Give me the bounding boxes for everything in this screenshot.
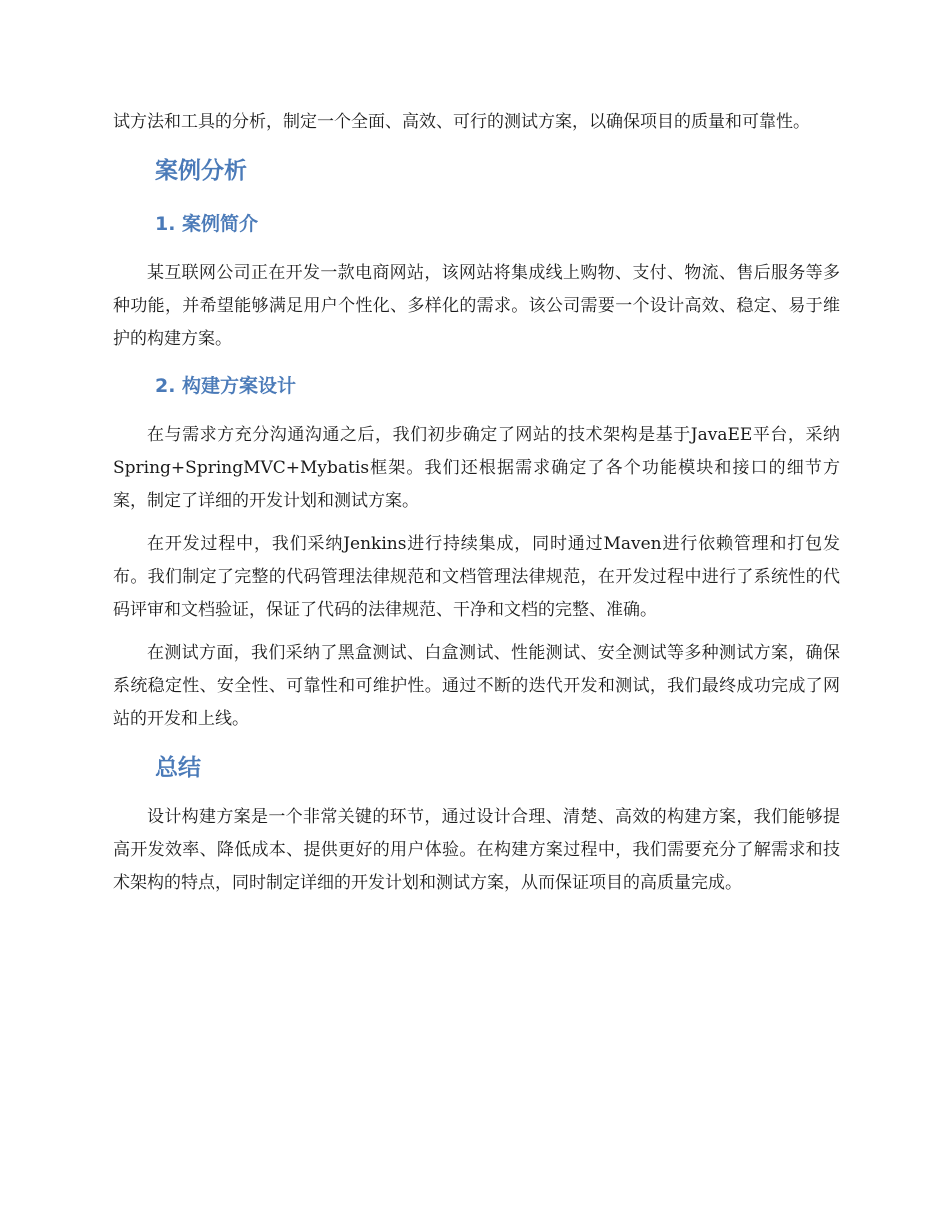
build-design-paragraph-3: 在测试方面，我们采纳了黑盒测试、白盒测试、性能测试、安全测试等多种测试方案，确保系统稳定性、安全性、可靠性和可维护性。通过不断的迭代开发和测试，我们最终成功完成了网站的开发和上线。 [113, 643, 840, 729]
build-design-paragraph-2: 在开发过程中，我们采纳Jenkins进行持续集成，同时通过Maven进行依赖管理和打包发布。我们制定了完整的代码管理法律规范和文档管理法律规范，在开发过程中进行了系统性的代码评审和文档验证，保证了代码的法律规范、干净和文档的完整、准确。 [113, 534, 840, 620]
document-page [113, 106, 840, 900]
case-intro-paragraph: 某互联网公司正在开发一款电商网站，该网站将集成线上购物、支付、物流、售后服务等多种功能，并希望能够满足用户个性化、多样化的需求。该公司需要一个设计高效、稳定、易于维护的构建方案。 [113, 263, 840, 349]
intro-paragraph: 试方法和工具的分析，制定一个全面、高效、可行的测试方案，以确保项目的质量和可靠性。 [113, 112, 810, 132]
subsection-heading-case-intro: 1. 案例简介 [155, 213, 259, 235]
build-design-paragraph-1: 在与需求方充分沟通沟通之后，我们初步确定了网站的技术架构是基于JavaEE平台，采纳Spring+SpringMVC+Mybatis框架。我们还根据需求确定了各个功能模块和接口的细节方案，制定了详细的开发计划和测试方案。 [113, 425, 840, 511]
section-heading-case-analysis: 案例分析 [155, 158, 247, 184]
section-heading-summary: 总结 [155, 755, 201, 781]
subsection-heading-build-design: 2. 构建方案设计 [155, 375, 297, 397]
summary-paragraph: 设计构建方案是一个非常关键的环节，通过设计合理、清楚、高效的构建方案，我们能够提高开发效率、降低成本、提供更好的用户体验。在构建方案过程中，我们需要充分了解需求和技术架构的特点，同时制定详细的开发计划和测试方案，从而保证项目的高质量完成。 [113, 807, 840, 893]
